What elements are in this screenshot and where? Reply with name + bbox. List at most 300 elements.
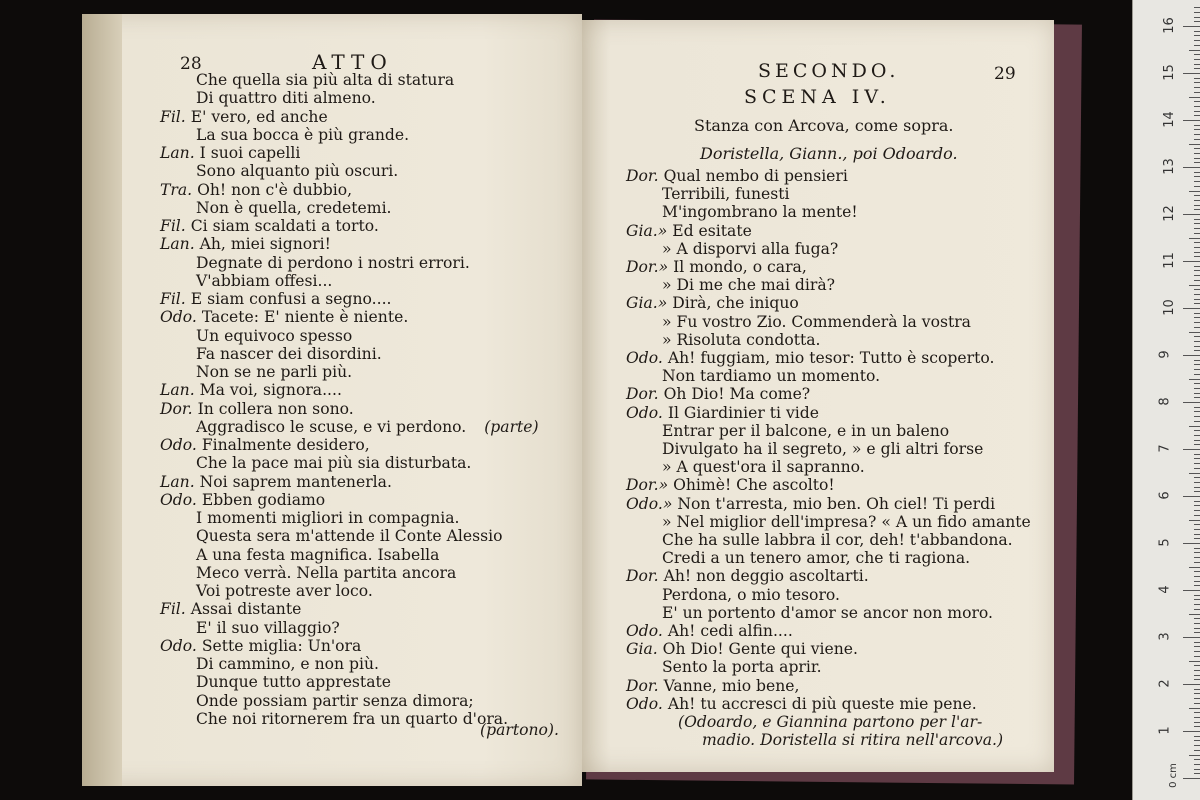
- line-text: Che quella sia più alta di statura: [196, 71, 455, 89]
- line-text: Qual nembo di pensieri: [663, 167, 848, 185]
- ruler-number: 16: [1161, 17, 1177, 34]
- line-text: Ebben godiamo: [201, 490, 326, 509]
- ruler-tick: [1189, 614, 1200, 615]
- speaker-name: Gia.: [626, 640, 658, 659]
- speaker-name: Odo.: [160, 308, 197, 327]
- ruler-unit: 0 cm: [1167, 763, 1179, 788]
- speaker-name: Lan.: [160, 381, 195, 400]
- ruler-tick: [1194, 270, 1200, 271]
- text-line: [160, 309, 408, 326]
- ruler-tick: [1194, 68, 1200, 69]
- line-text: Ma voi, signora....: [199, 381, 342, 400]
- ruler-tick: [1183, 214, 1200, 215]
- ruler-tick: [1194, 364, 1200, 365]
- ruler-tick: [1194, 562, 1200, 563]
- text-line: [662, 368, 880, 385]
- ruler-tick: [1194, 740, 1200, 741]
- ruler-tick: [1183, 26, 1200, 27]
- ruler-tick: [1194, 421, 1200, 422]
- text-line: [196, 693, 474, 710]
- ruler-number: 15: [1161, 64, 1177, 81]
- text-line: [662, 659, 822, 676]
- ruler-tick: [1183, 308, 1200, 309]
- text-line: [626, 295, 799, 312]
- ruler-tick: [1194, 393, 1200, 394]
- ruler-number: 9: [1157, 350, 1173, 359]
- ruler-tick: [1194, 275, 1200, 276]
- ruler-tick: [1194, 256, 1200, 257]
- ruler-tick: [1183, 167, 1200, 168]
- ruler-tick: [1194, 576, 1200, 577]
- speaker-name: Fil.: [160, 217, 186, 235]
- ruler-tick: [1194, 769, 1200, 770]
- line-text: Ah! cedi alfin....: [667, 622, 793, 640]
- text-line: [626, 259, 807, 276]
- text-line: [196, 455, 471, 472]
- ruler-tick: [1194, 17, 1200, 18]
- line-text: Di quattro diti almeno.: [196, 89, 376, 108]
- ruler-tick: [1194, 148, 1200, 149]
- line-text: La sua bocca è più grande.: [196, 125, 410, 144]
- text-line: [196, 255, 470, 272]
- ruler-tick: [1183, 731, 1200, 732]
- ruler-tick: [1194, 115, 1200, 116]
- ruler-tick: [1194, 176, 1200, 177]
- line-text: Il Giardinier ti vide: [667, 403, 819, 422]
- ruler-tick: [1194, 153, 1200, 154]
- scene-characters: Doristella, Giann., poi Odoardo.: [700, 144, 958, 163]
- text-line: [626, 641, 858, 658]
- ruler-tick: [1194, 454, 1200, 455]
- line-text: Ed esitate: [672, 221, 752, 240]
- ruler-tick: [1189, 473, 1200, 474]
- left-page: [82, 14, 582, 786]
- ruler-tick: [1194, 78, 1200, 79]
- line-text: Fa nascer dei disordini.: [196, 344, 382, 363]
- text-line: [196, 674, 391, 691]
- right-running-head: SECONDO.: [758, 60, 900, 82]
- line-text: I suoi capelli: [199, 144, 301, 162]
- line-text: Terribili, funesti: [662, 185, 790, 204]
- ruler-number: 6: [1157, 491, 1173, 500]
- line-text: Che ha sulle labbra il cor, deh! t'abbandona.: [662, 531, 1013, 549]
- ruler-tick: [1183, 590, 1200, 591]
- ruler-tick: [1194, 209, 1200, 210]
- text-line: [662, 332, 821, 349]
- ruler-tick: [1194, 642, 1200, 643]
- ruler-number: 7: [1157, 444, 1173, 453]
- line-text: Entrar per il balcone, e in un baleno: [662, 421, 950, 440]
- ruler-tick: [1194, 764, 1200, 765]
- text-line: [196, 328, 352, 345]
- line-text: Ah! tu accresci di più queste mie pene.: [667, 694, 977, 713]
- text-line: [626, 386, 810, 403]
- ruler-tick: [1189, 520, 1200, 521]
- text-line: [662, 514, 1031, 531]
- ruler-number: 3: [1157, 632, 1173, 641]
- ruler-tick: [1194, 534, 1200, 535]
- ruler-tick: [1194, 87, 1200, 88]
- ruler-tick: [1189, 332, 1200, 333]
- ruler-tick: [1194, 773, 1200, 774]
- ruler-tick: [1194, 35, 1200, 36]
- ruler-tick: [1194, 45, 1200, 46]
- text-line: [196, 620, 340, 637]
- speaker-name: Odo.: [160, 636, 197, 655]
- line-text: » Fu vostro Zio. Commenderà la vostra: [662, 312, 971, 331]
- ruler-tick: [1194, 219, 1200, 220]
- ruler-tick: [1183, 778, 1200, 779]
- ruler-tick: [1183, 355, 1200, 356]
- measuring-ruler: [1132, 0, 1200, 800]
- ruler-tick: [1194, 505, 1200, 506]
- ruler-tick: [1194, 195, 1200, 196]
- text-line: [160, 401, 354, 418]
- ruler-tick: [1194, 609, 1200, 610]
- text-line: [196, 419, 539, 436]
- text-line: [196, 364, 352, 381]
- speaker-name: Dor.: [160, 399, 193, 418]
- line-text: Ah! non deggio ascoltarti.: [663, 567, 869, 586]
- text-line: [160, 236, 331, 253]
- ruler-tick: [1194, 444, 1200, 445]
- ruler-tick: [1194, 82, 1200, 83]
- ruler-tick: [1183, 684, 1200, 685]
- line-text: Non se ne parli più.: [196, 363, 353, 381]
- ruler-tick: [1194, 111, 1200, 112]
- ruler-number: 12: [1161, 205, 1177, 222]
- ruler-tick: [1194, 679, 1200, 680]
- speaker-name: Gia.»: [626, 221, 668, 240]
- ruler-tick: [1194, 92, 1200, 93]
- text-line: [160, 638, 361, 655]
- ruler-tick: [1189, 567, 1200, 568]
- speaker-name: Dor.: [626, 676, 659, 695]
- ruler-tick: [1189, 191, 1200, 192]
- ruler-tick: [1194, 524, 1200, 525]
- ruler-tick: [1194, 581, 1200, 582]
- ruler-number: 10: [1161, 299, 1177, 316]
- ruler-tick: [1194, 233, 1200, 234]
- ruler-tick: [1194, 501, 1200, 502]
- ruler-tick: [1194, 303, 1200, 304]
- ruler-tick: [1194, 134, 1200, 135]
- text-line: [662, 204, 858, 221]
- ruler-tick: [1194, 223, 1200, 224]
- ruler-tick: [1194, 383, 1200, 384]
- line-text: Questa sera m'attende il Conte Alessio: [196, 527, 503, 546]
- ruler-tick: [1194, 656, 1200, 657]
- text-line: [626, 623, 793, 640]
- line-text: Vanne, mio bene,: [663, 676, 800, 695]
- ruler-tick: [1194, 703, 1200, 704]
- ruler-number: 1: [1157, 726, 1173, 735]
- speaker-name: Dor.»: [626, 476, 669, 495]
- ruler-tick: [1189, 708, 1200, 709]
- line-text: » A disporvi alla fuga?: [662, 239, 839, 258]
- ruler-tick: [1194, 670, 1200, 671]
- ruler-tick: [1189, 661, 1200, 662]
- line-text: Noi saprem mantenerla.: [199, 472, 392, 491]
- text-line: [626, 678, 799, 695]
- ruler-tick: [1194, 341, 1200, 342]
- ruler-tick: [1194, 247, 1200, 248]
- scene-heading: SCENA IV.: [744, 86, 891, 108]
- text-line: [626, 405, 819, 422]
- line-text: E' un portento d'amor se ancor non moro.: [662, 603, 993, 622]
- ruler-tick: [1194, 21, 1200, 22]
- ruler-tick: [1194, 693, 1200, 694]
- ruler-tick: [1194, 458, 1200, 459]
- ruler-tick: [1194, 139, 1200, 140]
- ruler-tick: [1194, 12, 1200, 13]
- ruler-tick: [1183, 543, 1200, 544]
- ruler-tick: [1194, 759, 1200, 760]
- speaker-name: Lan.: [160, 235, 195, 254]
- ruler-tick: [1194, 745, 1200, 746]
- ruler-tick: [1194, 172, 1200, 173]
- line-text: Voi potreste aver loco.: [196, 582, 373, 600]
- line-text: Non t'arresta, mio ben. Oh ciel! Ti perdi: [677, 494, 996, 513]
- ruler-tick: [1194, 646, 1200, 647]
- ruler-tick: [1194, 54, 1200, 55]
- text-line: [196, 90, 376, 107]
- text-line: [196, 656, 379, 673]
- speaker-name: Fil.: [160, 290, 186, 308]
- line-text: Non tardiamo un momento.: [662, 367, 881, 386]
- line-text: Il mondo, o cara,: [673, 258, 807, 276]
- text-line: [160, 145, 300, 162]
- stage-direction: (parte): [484, 417, 539, 436]
- speaker-name: Odo.: [626, 622, 663, 640]
- ruler-tick: [1194, 712, 1200, 713]
- text-line: [662, 441, 983, 458]
- ruler-tick: [1194, 463, 1200, 464]
- right-page-number: 29: [994, 64, 1016, 84]
- ruler-tick: [1194, 487, 1200, 488]
- speaker-name: Fil.: [160, 600, 186, 619]
- text-line: [662, 186, 790, 203]
- ruler-tick: [1194, 101, 1200, 102]
- line-text: Dirà, che iniquo: [672, 294, 799, 313]
- text-line: [196, 565, 456, 582]
- ruler-tick: [1194, 736, 1200, 737]
- line-text: Un equivoco spesso: [196, 326, 353, 345]
- ruler-tick: [1194, 374, 1200, 375]
- ruler-tick: [1189, 285, 1200, 286]
- text-line: [160, 601, 301, 618]
- ruler-number: 4: [1157, 585, 1173, 594]
- ruler-tick: [1194, 205, 1200, 206]
- ruler-tick: [1194, 618, 1200, 619]
- line-text: Non è quella, credetemi.: [196, 198, 392, 217]
- line-text: Assai distante: [190, 600, 302, 619]
- stage-direction-line-1: (Odoardo, e Giannina partono per l'ar-: [678, 713, 983, 731]
- text-line: [196, 72, 454, 89]
- ruler-number: 11: [1161, 252, 1177, 269]
- ruler-tick: [1194, 548, 1200, 549]
- ruler-tick: [1189, 755, 1200, 756]
- text-line: [160, 437, 370, 454]
- speaker-name: Odo.: [160, 490, 197, 509]
- ruler-tick: [1194, 64, 1200, 65]
- line-text: Che noi ritornerem fra un quarto d'ora.: [196, 709, 509, 728]
- ruler-tick: [1194, 538, 1200, 539]
- ruler-tick: [1194, 158, 1200, 159]
- ruler-number: 14: [1161, 111, 1177, 128]
- speaker-name: Odo.»: [626, 494, 673, 513]
- line-text: Ah! fuggiam, mio tesor: Tutto è scoperto.: [667, 349, 995, 367]
- ruler-tick: [1194, 440, 1200, 441]
- text-line: [662, 587, 840, 604]
- ruler-tick: [1194, 515, 1200, 516]
- text-line: [196, 200, 392, 217]
- text-line: [160, 492, 325, 509]
- line-text: » Risoluta condotta.: [662, 330, 821, 349]
- text-line: [196, 510, 460, 527]
- ruler-tick: [1194, 689, 1200, 690]
- ruler-tick: [1194, 294, 1200, 295]
- line-text: Oh Dio! Gente qui viene.: [662, 640, 858, 659]
- text-line: [160, 109, 328, 126]
- ruler-tick: [1194, 675, 1200, 676]
- line-text: A una festa magnifica. Isabella: [196, 545, 440, 564]
- speaker-name: Dor.: [626, 567, 659, 586]
- ruler-tick: [1194, 557, 1200, 558]
- line-text: E' vero, ed anche: [190, 107, 328, 126]
- ruler-tick: [1194, 129, 1200, 130]
- ruler-tick: [1194, 595, 1200, 596]
- line-text: » Nel miglior dell'impresa? « A un fido amante: [662, 512, 1031, 531]
- ruler-tick: [1194, 651, 1200, 652]
- scene-setting: Stanza con Arcova, come sopra.: [694, 116, 954, 135]
- ruler-tick: [1194, 468, 1200, 469]
- ruler-tick: [1194, 585, 1200, 586]
- text-line: [196, 163, 398, 180]
- text-line: [196, 547, 439, 564]
- speaker-name: Lan.: [160, 472, 195, 491]
- line-text: Sono alquanto più oscuri.: [196, 162, 399, 181]
- ruler-tick: [1194, 289, 1200, 290]
- exit-direction: (partono).: [480, 721, 559, 739]
- line-text: Ohimè! Che ascolto!: [673, 476, 835, 495]
- ruler-tick: [1194, 552, 1200, 553]
- speaker-name: Gia.»: [626, 294, 668, 313]
- ruler-number: 8: [1157, 397, 1173, 406]
- ruler-tick: [1189, 97, 1200, 98]
- text-line: [662, 423, 949, 440]
- line-text: Ci siam scaldati a torto.: [190, 217, 379, 235]
- text-line: [626, 496, 995, 513]
- text-line: [626, 477, 835, 494]
- ruler-tick: [1189, 144, 1200, 145]
- ruler-tick: [1194, 106, 1200, 107]
- line-text: Tacete: E' niente è niente.: [201, 308, 409, 327]
- line-text: Divulgato ha il segreto, » e gli altri forse: [662, 440, 984, 458]
- ruler-tick: [1194, 242, 1200, 243]
- line-text: Aggradisco le scuse, e vi perdono.: [196, 417, 467, 436]
- ruler-tick: [1194, 665, 1200, 666]
- ruler-tick: [1189, 238, 1200, 239]
- text-line: [196, 528, 502, 545]
- ruler-tick: [1194, 388, 1200, 389]
- ruler-tick: [1183, 449, 1200, 450]
- line-text: In collera non sono.: [197, 399, 354, 418]
- speaker-name: Dor.»: [626, 258, 669, 276]
- text-line: [196, 273, 332, 290]
- ruler-tick: [1194, 435, 1200, 436]
- ruler-tick: [1194, 599, 1200, 600]
- text-line: [196, 346, 382, 363]
- ruler-tick: [1194, 491, 1200, 492]
- speaker-name: Tra.: [160, 180, 193, 199]
- line-text: Finalmente desidero,: [201, 436, 370, 454]
- line-text: Sento la porta aprir.: [662, 658, 822, 677]
- line-text: M'ingombrano la mente!: [662, 203, 858, 222]
- speaker-name: Fil.: [160, 107, 186, 126]
- ruler-tick: [1194, 327, 1200, 328]
- ruler-tick: [1194, 336, 1200, 337]
- line-text: Di cammino, e non più.: [196, 655, 379, 673]
- line-text: Che la pace mai più sia disturbata.: [196, 454, 472, 473]
- ruler-tick: [1189, 50, 1200, 51]
- ruler-tick: [1194, 604, 1200, 605]
- speaker-name: Dor.: [626, 167, 659, 185]
- text-line: [196, 583, 373, 600]
- ruler-tick: [1194, 350, 1200, 351]
- ruler-tick: [1194, 750, 1200, 751]
- text-line: [662, 459, 865, 476]
- ruler-tick: [1194, 313, 1200, 314]
- text-line: [662, 241, 838, 258]
- stage-direction-line-2: madio. Doristella si ritira nell'arcova.): [702, 731, 1004, 749]
- text-line: [662, 277, 835, 294]
- ruler-tick: [1194, 416, 1200, 417]
- line-text: E siam confusi a segno....: [190, 290, 392, 308]
- ruler-tick: [1194, 628, 1200, 629]
- ruler-number: 5: [1157, 538, 1173, 547]
- ruler-tick: [1194, 722, 1200, 723]
- speaker-name: Odo.: [626, 349, 663, 367]
- left-page-number: 28: [180, 54, 202, 74]
- line-text: E' il suo villaggio?: [196, 618, 340, 637]
- ruler-tick: [1194, 31, 1200, 32]
- ruler-tick: [1194, 317, 1200, 318]
- text-line: [626, 350, 994, 367]
- ruler-tick: [1183, 261, 1200, 262]
- line-text: » A quest'ora il sapranno.: [662, 458, 865, 477]
- text-line: [196, 127, 409, 144]
- ruler-tick: [1194, 186, 1200, 187]
- line-text: V'abbiam offesi...: [196, 271, 333, 290]
- ruler-tick: [1194, 482, 1200, 483]
- speaker-name: Odo.: [626, 694, 663, 713]
- ruler-tick: [1194, 717, 1200, 718]
- page-edge: [82, 14, 122, 786]
- speaker-name: Odo.: [160, 436, 197, 454]
- ruler-tick: [1194, 407, 1200, 408]
- ruler-tick: [1194, 228, 1200, 229]
- ruler-tick: [1194, 125, 1200, 126]
- speaker-name: Odo.: [626, 403, 663, 422]
- line-text: Oh Dio! Ma come?: [663, 385, 811, 404]
- text-line: [626, 568, 869, 585]
- ruler-tick: [1194, 726, 1200, 727]
- line-text: Dunque tutto apprestate: [196, 673, 391, 692]
- ruler-tick: [1189, 379, 1200, 380]
- left-running-head: ATTO: [312, 50, 393, 74]
- text-line: [160, 218, 379, 235]
